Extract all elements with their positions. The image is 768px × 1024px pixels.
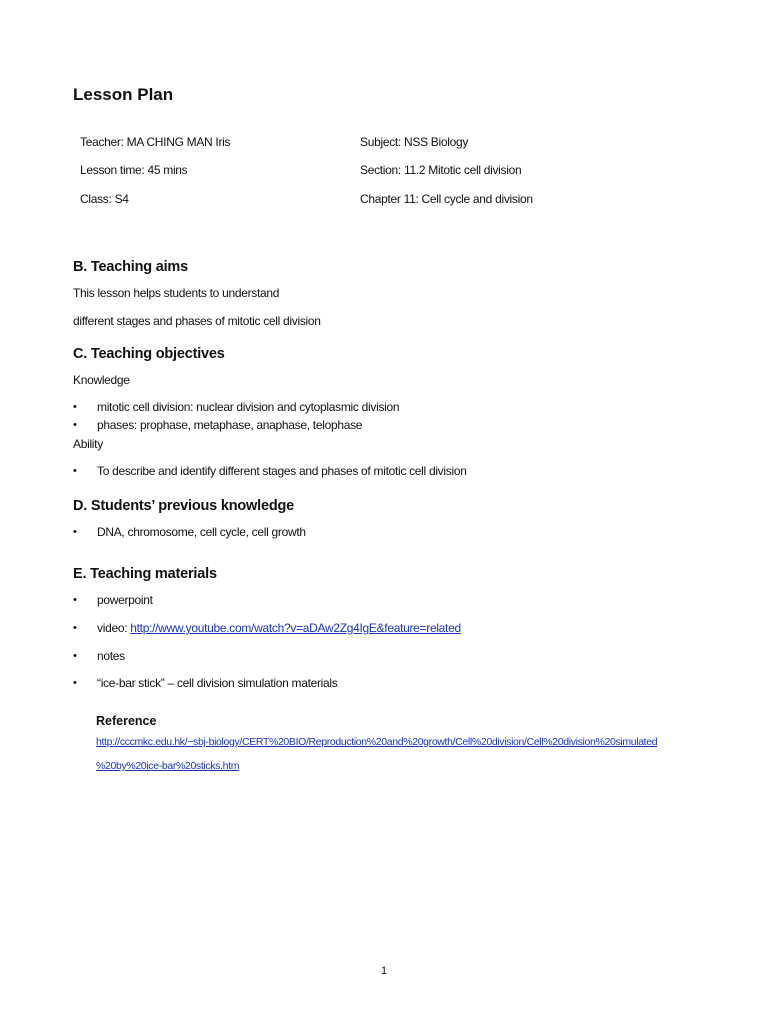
material-item: powerpoint — [97, 593, 153, 607]
aims-line-2: different stages and phases of mitotic cell division — [73, 314, 321, 328]
bullet-icon: • — [73, 401, 77, 413]
knowledge-label: Knowledge — [73, 373, 130, 387]
bullet-icon: • — [73, 594, 77, 606]
previous-knowledge-item: DNA, chromosome, cell cycle, cell growth — [97, 525, 306, 539]
ability-label: Ability — [73, 437, 103, 451]
subject-info: Subject: NSS Biology — [360, 135, 469, 149]
chapter-info: Chapter 11: Cell cycle and division — [360, 192, 533, 206]
teacher-info: Teacher: MA CHING MAN Iris — [80, 135, 231, 149]
bullet-icon: • — [73, 419, 77, 431]
material-item-video — [97, 621, 461, 635]
bullet-icon: • — [73, 650, 77, 662]
aims-line-1: This lesson helps students to understand — [73, 286, 280, 300]
bullet-icon: • — [73, 677, 77, 689]
section-info: Section: 11.2 Mitotic cell division — [360, 163, 522, 177]
video-link[interactable]: http://www.youtube.com/watch?v=aDAw2Zg4IgE&feature=related — [130, 621, 461, 635]
knowledge-item: mitotic cell division: nuclear division and cytoplasmic division — [97, 400, 400, 414]
bullet-icon: • — [73, 526, 77, 538]
video-label: video: — [97, 621, 131, 635]
teaching-materials-heading: E. Teaching materials — [73, 566, 217, 582]
bullet-icon: • — [73, 465, 77, 477]
reference-link-line-2[interactable]: %20by%20ice-bar%20sticks.htm — [96, 760, 240, 772]
bullet-icon: • — [73, 622, 77, 634]
knowledge-item: phases: prophase, metaphase, anaphase, telophase — [97, 418, 363, 432]
ability-item: To describe and identify different stages and phases of mitotic cell division — [97, 464, 467, 478]
lesson-time-info: Lesson time: 45 mins — [80, 163, 188, 177]
page-number: 1 — [381, 965, 388, 977]
teaching-objectives-heading: C. Teaching objectives — [73, 346, 225, 362]
material-item: “ice-bar stick” – cell division simulation materials — [97, 676, 338, 690]
material-item: notes — [97, 649, 125, 663]
reference-link-line-1[interactable]: http://cccmkc.edu.hk/~sbj-biology/CERT%20BIO/Reproduction%20and%20growth/Cell%20division/Cell%20division%20simulated — [96, 736, 658, 748]
previous-knowledge-heading: D. Students’ previous knowledge — [73, 498, 295, 514]
teaching-aims-heading: B. Teaching aims — [73, 259, 188, 275]
class-info: Class: S4 — [80, 192, 129, 206]
page-title: Lesson Plan — [73, 85, 174, 104]
reference-heading: Reference — [96, 714, 157, 728]
